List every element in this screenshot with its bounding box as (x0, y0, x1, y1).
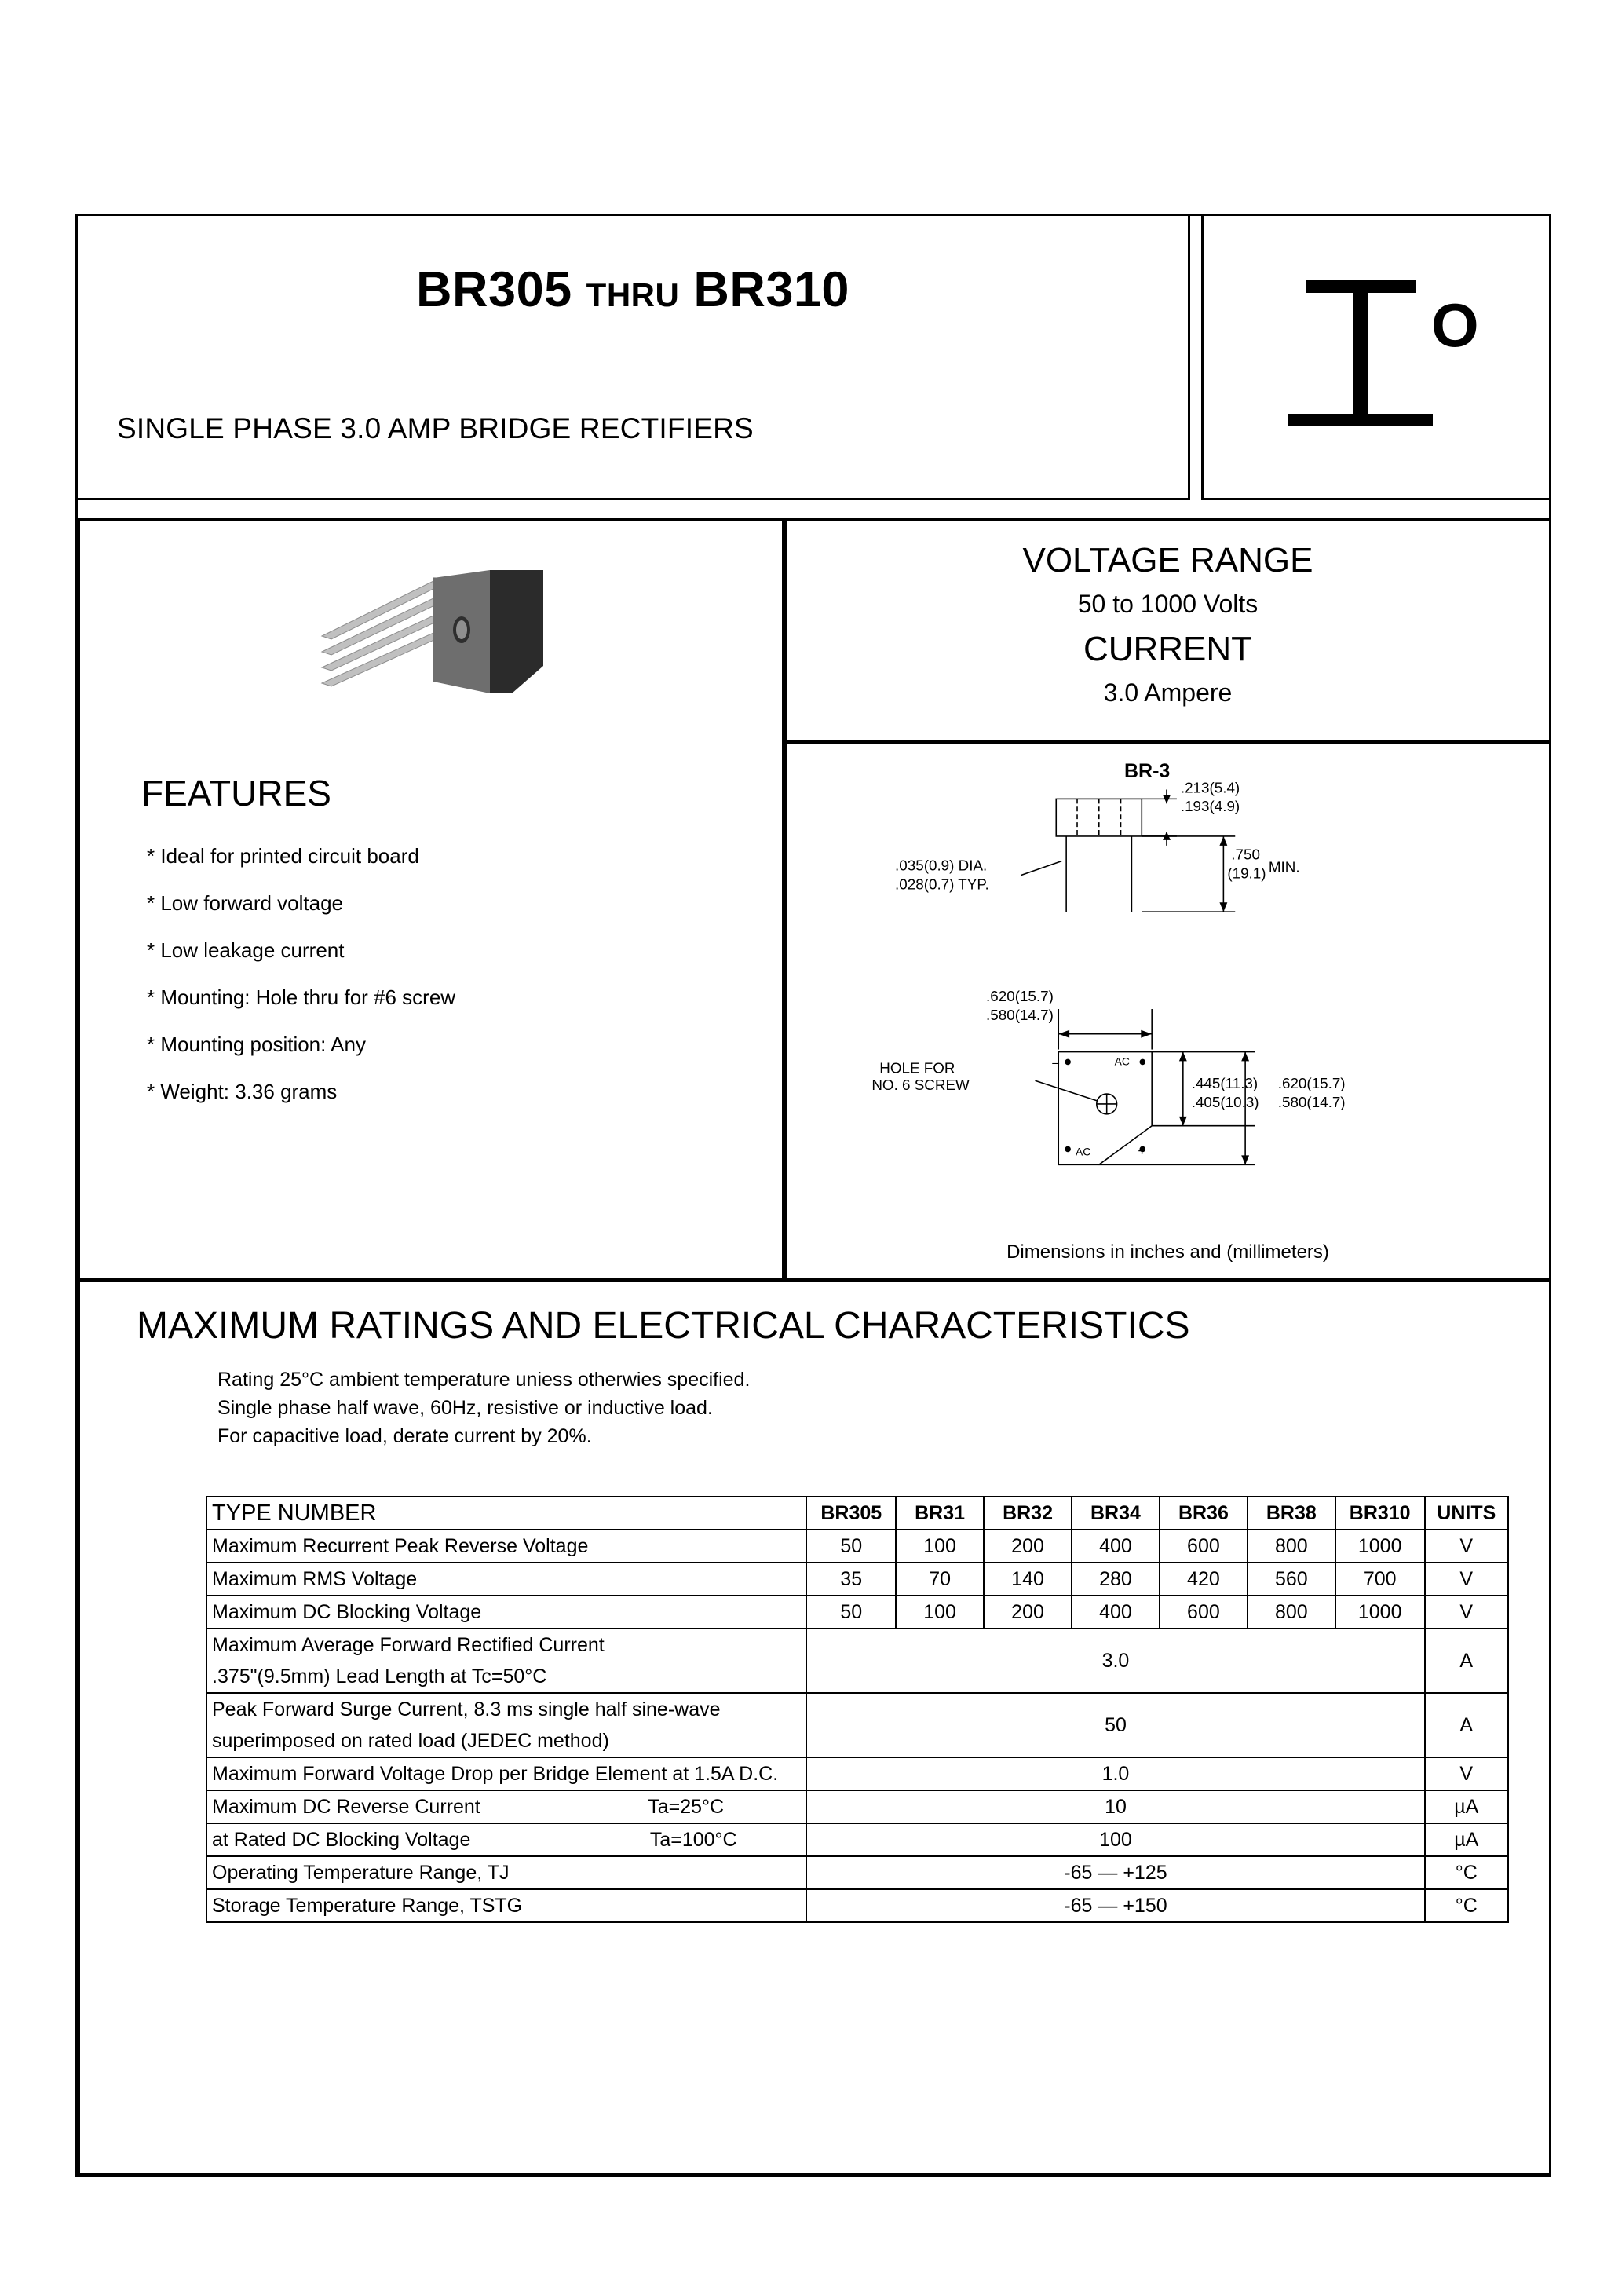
cell-value: 200 (984, 1530, 1072, 1563)
cell-value: 200 (984, 1596, 1072, 1629)
row-label: Peak Forward Surge Current, 8.3 ms single half sine-wave (206, 1693, 806, 1725)
row-label: Maximum RMS Voltage (206, 1563, 806, 1596)
title-part-2: BR310 (693, 262, 849, 317)
page-subtitle: SINGLE PHASE 3.0 AMP BRIDGE RECTIFIERS (117, 412, 754, 444)
current-label: CURRENT (1083, 630, 1253, 668)
row-label: Maximum Average Forward Rectified Current (206, 1629, 806, 1661)
header-br31: BR31 (896, 1497, 984, 1530)
row-label: Maximum Recurrent Peak Reverse Voltage (206, 1530, 806, 1563)
pin-plus: + (1138, 1143, 1146, 1159)
cell-value: 10 (806, 1790, 1424, 1823)
cell-value: 100 (806, 1823, 1424, 1856)
cell-value: 50 (806, 1693, 1424, 1757)
features-heading: FEATURES (141, 773, 331, 813)
header-br32: BR32 (984, 1497, 1072, 1530)
logo-bar-bottom (1288, 414, 1433, 426)
cell-unit: A (1425, 1629, 1508, 1693)
ratings-note-3: For capacitive load, derate current by 20%. (217, 1425, 592, 1447)
dim-h-4: .580(14.7) (1277, 1093, 1346, 1110)
dim-h-3: .620(15.7) (1277, 1075, 1346, 1092)
header-units: UNITS (1425, 1497, 1508, 1530)
row-label: at Rated DC Blocking Voltage (212, 1828, 471, 1851)
ratings-section (78, 1280, 1551, 2175)
cell-unit: °C (1425, 1889, 1508, 1922)
header-type-number: TYPE NUMBER (206, 1497, 806, 1530)
row-label-condition: Ta=100°C (649, 1828, 737, 1851)
feature-item-5: * Mounting position: Any (147, 1033, 366, 1056)
header-br310: BR310 (1335, 1497, 1425, 1530)
cell-value: 600 (1160, 1530, 1248, 1563)
mechanical-drawing-box (784, 742, 1551, 1280)
row-label: Operating Temperature Range, TJ (206, 1856, 806, 1889)
cell-value: 400 (1072, 1530, 1160, 1563)
row-label: Maximum Forward Voltage Drop per Bridge Element at 1.5A D.C. (206, 1757, 806, 1790)
cell-value: 35 (806, 1563, 896, 1596)
cell-value: 3.0 (806, 1629, 1424, 1693)
header-br38: BR38 (1248, 1497, 1335, 1530)
dimension-drawing-svg (787, 744, 1549, 1278)
cell-value: 1.0 (806, 1757, 1424, 1790)
table-row (206, 1596, 1508, 1629)
row-label: Maximum DC Blocking Voltage (206, 1596, 806, 1629)
cell-value: 50 (806, 1596, 896, 1629)
header-br305: BR305 (806, 1497, 896, 1530)
cell-value: 70 (896, 1563, 984, 1596)
cell-unit: V (1425, 1596, 1508, 1629)
table-row (206, 1757, 1508, 1790)
row-label: Maximum DC Reverse Current (212, 1795, 480, 1818)
table-header-row (206, 1497, 1508, 1530)
company-logo-icon (1204, 216, 1549, 498)
features-box (78, 518, 784, 1280)
title-part-1: BR305 (416, 262, 572, 317)
package-photo-icon (316, 564, 630, 737)
cell-value: 1000 (1335, 1530, 1425, 1563)
table-row (206, 1563, 1508, 1596)
dimension-footnote: Dimensions in inches and (millimeters) (1006, 1241, 1329, 1263)
cell-value: 700 (1335, 1563, 1425, 1596)
voltage-range-value: 50 to 1000 Volts (1077, 590, 1259, 618)
cell-unit: µA (1425, 1823, 1508, 1856)
cell-unit: V (1425, 1563, 1508, 1596)
cell-value: 560 (1248, 1563, 1335, 1596)
package-type-label: BR-3 (1124, 760, 1171, 782)
pin-ac-2: AC (1076, 1145, 1091, 1158)
feature-item-1: * Ideal for printed circuit board (147, 844, 419, 868)
feature-item-2: * Low forward voltage (147, 891, 344, 915)
row-label-condition: Ta=25°C (648, 1795, 725, 1818)
cell-value: 600 (1160, 1596, 1248, 1629)
dim-height-min: .193(4.9) (1180, 798, 1240, 815)
feature-item-4: * Mounting: Hole thru for #6 screw (147, 985, 456, 1009)
table-row (206, 1823, 1508, 1856)
cell-value: 100 (896, 1530, 984, 1563)
header-br36: BR36 (1160, 1497, 1248, 1530)
feature-item-6: * Weight: 3.36 grams (147, 1080, 338, 1103)
hole-label-1: HOLE FOR (879, 1059, 955, 1077)
table-row (206, 1629, 1508, 1661)
dim-lead-len-min: MIN. (1268, 858, 1300, 876)
pin-ac-1: AC (1114, 1055, 1130, 1068)
logo-box (1201, 214, 1551, 500)
logo-letter: O (1431, 291, 1479, 360)
row-label: Storage Temperature Range, TSTG (206, 1889, 806, 1922)
cell-unit: A (1425, 1693, 1508, 1757)
pin-minus: – (1052, 1056, 1060, 1070)
cell-value: 400 (1072, 1596, 1160, 1629)
feature-item-3: * Low leakage current (147, 938, 345, 962)
cell-value: -65 — +125 (806, 1856, 1424, 1889)
table-row (206, 1790, 1508, 1823)
cell-unit: °C (1425, 1856, 1508, 1889)
ratings-note-1: Rating 25°C ambient temperature uniess otherwies specified. (217, 1369, 751, 1391)
current-value: 3.0 Ampere (1103, 678, 1233, 707)
cell-unit: V (1425, 1757, 1508, 1790)
ratings-heading: MAXIMUM RATINGS AND ELECTRICAL CHARACTERISTICS (137, 1305, 1190, 1347)
cell-unit: µA (1425, 1790, 1508, 1823)
package-svg (316, 564, 630, 737)
cell-value: 140 (984, 1563, 1072, 1596)
voltage-current-box (784, 518, 1551, 742)
title-box (75, 214, 1190, 500)
dim-h-1: .445(11.3) (1191, 1075, 1259, 1092)
cell-value: 100 (896, 1596, 984, 1629)
dim-lead-dia-1: .035(0.9) DIA. (895, 857, 988, 874)
dim-width-1: .620(15.7) (986, 988, 1054, 1005)
cell-value: -65 — +150 (806, 1889, 1424, 1922)
cell-value: 50 (806, 1530, 896, 1563)
title-thru: THRU (586, 276, 680, 313)
cell-value: 1000 (1335, 1596, 1425, 1629)
dim-lead-len-2: (19.1) (1227, 865, 1266, 882)
header-br34: BR34 (1072, 1497, 1160, 1530)
dim-h-2: .405(10.3) (1191, 1093, 1259, 1110)
ratings-note-2: Single phase half wave, 60Hz, resistive or inductive load. (217, 1397, 713, 1419)
row-label: .375"(9.5mm) Lead Length at Tc=50°C (206, 1661, 806, 1693)
page-title (78, 261, 1188, 318)
table-row (206, 1889, 1508, 1922)
dim-width-2: .580(14.7) (986, 1006, 1054, 1023)
logo-stem (1353, 280, 1368, 426)
table-row (206, 1856, 1508, 1889)
table-row (206, 1530, 1508, 1563)
cell-value: 800 (1248, 1596, 1335, 1629)
row-label: superimposed on rated load (JEDEC method) (206, 1725, 806, 1757)
cell-value: 280 (1072, 1563, 1160, 1596)
cell-unit: V (1425, 1530, 1508, 1563)
dim-height-max: .213(5.4) (1180, 779, 1240, 796)
voltage-range-label: VOLTAGE RANGE (1022, 541, 1313, 579)
table-row (206, 1693, 1508, 1725)
dim-lead-dia-2: .028(0.7) TYP. (895, 876, 989, 893)
specifications-table (206, 1496, 1509, 1923)
cell-value: 800 (1248, 1530, 1335, 1563)
dim-lead-len-1: .750 (1231, 846, 1260, 863)
hole-label-2: NO. 6 SCREW (871, 1077, 970, 1094)
cell-value: 420 (1160, 1563, 1248, 1596)
